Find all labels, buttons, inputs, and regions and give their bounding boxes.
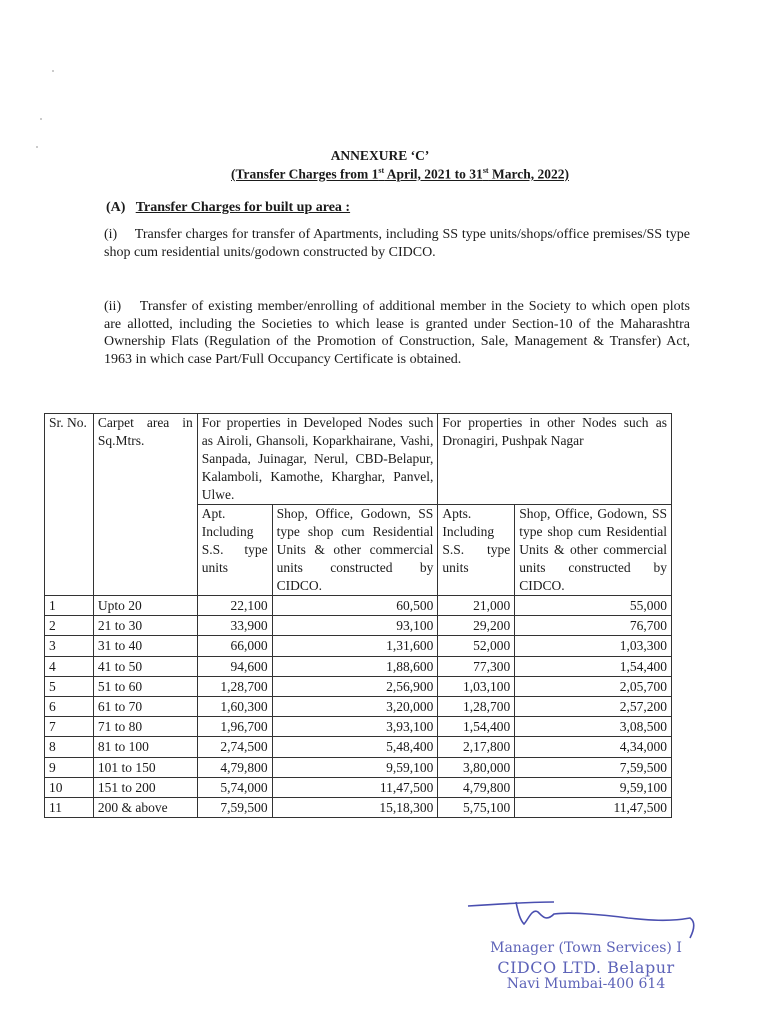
cell-dev-apt: 4,79,800 bbox=[197, 757, 272, 777]
header-dev-apt: Apt. Including S.S. type units bbox=[197, 505, 272, 596]
header-other-nodes: For properties in other Nodes such as Dronagiri, Pushpak Nagar bbox=[438, 414, 672, 505]
cell-dev-apt: 66,000 bbox=[197, 636, 272, 656]
cell-area: 200 & above bbox=[93, 798, 197, 818]
table-row bbox=[45, 777, 672, 797]
cell-oth-apt: 2,17,800 bbox=[438, 737, 515, 757]
cell-dev-apt: 2,74,500 bbox=[197, 737, 272, 757]
cell-area: 71 to 80 bbox=[93, 717, 197, 737]
cell-area: 21 to 30 bbox=[93, 616, 197, 636]
cell-dev-shop: 3,93,100 bbox=[272, 717, 438, 737]
transfer-charges-table bbox=[44, 413, 672, 818]
cell-oth-shop: 2,57,200 bbox=[515, 697, 672, 717]
cell-oth-shop: 11,47,500 bbox=[515, 798, 672, 818]
cell-oth-shop: 76,700 bbox=[515, 616, 672, 636]
cell-oth-shop: 1,03,300 bbox=[515, 636, 672, 656]
scan-speck bbox=[40, 118, 42, 120]
table-row bbox=[45, 616, 672, 636]
cell-oth-apt: 4,79,800 bbox=[438, 777, 515, 797]
cell-oth-apt: 52,000 bbox=[438, 636, 515, 656]
annexure-subtitle: (Transfer Charges from 1st April, 2021 to 31st March, 2022) bbox=[231, 166, 569, 182]
cell-oth-shop: 55,000 bbox=[515, 596, 672, 616]
cell-dev-shop: 11,47,500 bbox=[272, 777, 438, 797]
table-row bbox=[45, 697, 672, 717]
scan-speck bbox=[36, 146, 38, 148]
table-row bbox=[45, 717, 672, 737]
cell-oth-shop: 9,59,100 bbox=[515, 777, 672, 797]
header-oth-shop: Shop, Office, Godown, SS type shop cum Residential Units & other commercial units constructed by CIDCO. bbox=[515, 505, 672, 596]
annexure-title: ANNEXURE ‘C’ bbox=[330, 148, 430, 163]
cell-dev-apt: 5,74,000 bbox=[197, 777, 272, 797]
cell-sr: 6 bbox=[45, 697, 94, 717]
cell-sr: 4 bbox=[45, 656, 94, 676]
cell-oth-shop: 1,54,400 bbox=[515, 656, 672, 676]
cell-area: 51 to 60 bbox=[93, 676, 197, 696]
stamp-designation: Manager (Town Services) I bbox=[490, 940, 682, 956]
cell-dev-apt: 22,100 bbox=[197, 596, 272, 616]
table-row bbox=[45, 757, 672, 777]
paragraph-ii: (ii) Transfer of existing member/enrolling of additional member in the Society to which open plots are allotted, including the Societies to which lease is granted under Section-10 of the Maharashtra Ownership Flats (Regulation of the Promotion of Construction, Sale, Management & Transfer) Act, 1963 in which case Part/Full Occupancy Certificate is obtained. bbox=[104, 299, 690, 367]
table-row bbox=[45, 636, 672, 656]
cell-dev-apt: 33,900 bbox=[197, 616, 272, 636]
cell-dev-apt: 1,28,700 bbox=[197, 676, 272, 696]
cell-dev-shop: 93,100 bbox=[272, 616, 438, 636]
cell-sr: 9 bbox=[45, 757, 94, 777]
cell-sr: 5 bbox=[45, 676, 94, 696]
cell-sr: 1 bbox=[45, 596, 94, 616]
paragraph-i: (i) Transfer charges for transfer of Apartments, including SS type units/shops/office premises/SS type shop cum residential units/godown constructed by CIDCO. bbox=[104, 227, 690, 260]
cell-area: 61 to 70 bbox=[93, 697, 197, 717]
cell-oth-apt: 77,300 bbox=[438, 656, 515, 676]
cell-oth-shop: 3,08,500 bbox=[515, 717, 672, 737]
cell-oth-apt: 3,80,000 bbox=[438, 757, 515, 777]
cell-oth-apt: 1,03,100 bbox=[438, 676, 515, 696]
cell-oth-apt: 1,28,700 bbox=[438, 697, 515, 717]
cell-dev-apt: 94,600 bbox=[197, 656, 272, 676]
table-row bbox=[45, 596, 672, 616]
cell-dev-shop: 1,31,600 bbox=[272, 636, 438, 656]
header-sr-no: Sr. No. bbox=[45, 414, 94, 596]
header-developed-nodes: For properties in Developed Nodes such as Airoli, Ghansoli, Koparkhairane, Vashi, Sanpada, Juinagar, Nerul, CBD-Belapur, Kalamboli, Kamothe, Kharghar, Panvel, Ulwe. bbox=[197, 414, 438, 505]
table-header-row bbox=[45, 414, 672, 505]
cell-dev-shop: 60,500 bbox=[272, 596, 438, 616]
cell-dev-apt: 1,96,700 bbox=[197, 717, 272, 737]
stamp-address: Navi Mumbai-400 614 bbox=[506, 976, 666, 992]
cell-sr: 10 bbox=[45, 777, 94, 797]
cell-area: 41 to 50 bbox=[93, 656, 197, 676]
cell-sr: 8 bbox=[45, 737, 94, 757]
header-oth-apt: Apts. Including S.S. type units bbox=[438, 505, 515, 596]
cell-oth-shop: 2,05,700 bbox=[515, 676, 672, 696]
cell-area: Upto 20 bbox=[93, 596, 197, 616]
cell-oth-apt: 29,200 bbox=[438, 616, 515, 636]
cell-oth-shop: 4,34,000 bbox=[515, 737, 672, 757]
cell-sr: 3 bbox=[45, 636, 94, 656]
cell-dev-shop: 9,59,100 bbox=[272, 757, 438, 777]
cell-dev-apt: 7,59,500 bbox=[197, 798, 272, 818]
cell-dev-shop: 5,48,400 bbox=[272, 737, 438, 757]
cell-oth-shop: 7,59,500 bbox=[515, 757, 672, 777]
table-row bbox=[45, 798, 672, 818]
table-row bbox=[45, 737, 672, 757]
table-row bbox=[45, 656, 672, 676]
cell-dev-shop: 15,18,300 bbox=[272, 798, 438, 818]
cell-area: 31 to 40 bbox=[93, 636, 197, 656]
cell-oth-apt: 1,54,400 bbox=[438, 717, 515, 737]
cell-oth-apt: 21,000 bbox=[438, 596, 515, 616]
cell-sr: 7 bbox=[45, 717, 94, 737]
cell-dev-apt: 1,60,300 bbox=[197, 697, 272, 717]
table-row bbox=[45, 676, 672, 696]
cell-sr: 11 bbox=[45, 798, 94, 818]
cell-oth-apt: 5,75,100 bbox=[438, 798, 515, 818]
cell-sr: 2 bbox=[45, 616, 94, 636]
cell-dev-shop: 1,88,600 bbox=[272, 656, 438, 676]
header-carpet-area: Carpet area in Sq.Mtrs. bbox=[93, 414, 197, 596]
header-dev-shop: Shop, Office, Godown, SS type shop cum Residential Units & other commercial units constructed by CIDCO. bbox=[272, 505, 438, 596]
cell-area: 151 to 200 bbox=[93, 777, 197, 797]
stamp-organisation: CIDCO LTD. Belapur bbox=[497, 958, 675, 977]
section-a-heading: (A) Transfer Charges for built up area : bbox=[106, 200, 351, 215]
cell-area: 81 to 100 bbox=[93, 737, 197, 757]
cell-area: 101 to 150 bbox=[93, 757, 197, 777]
scan-speck bbox=[52, 70, 54, 72]
cell-dev-shop: 3,20,000 bbox=[272, 697, 438, 717]
cell-dev-shop: 2,56,900 bbox=[272, 676, 438, 696]
